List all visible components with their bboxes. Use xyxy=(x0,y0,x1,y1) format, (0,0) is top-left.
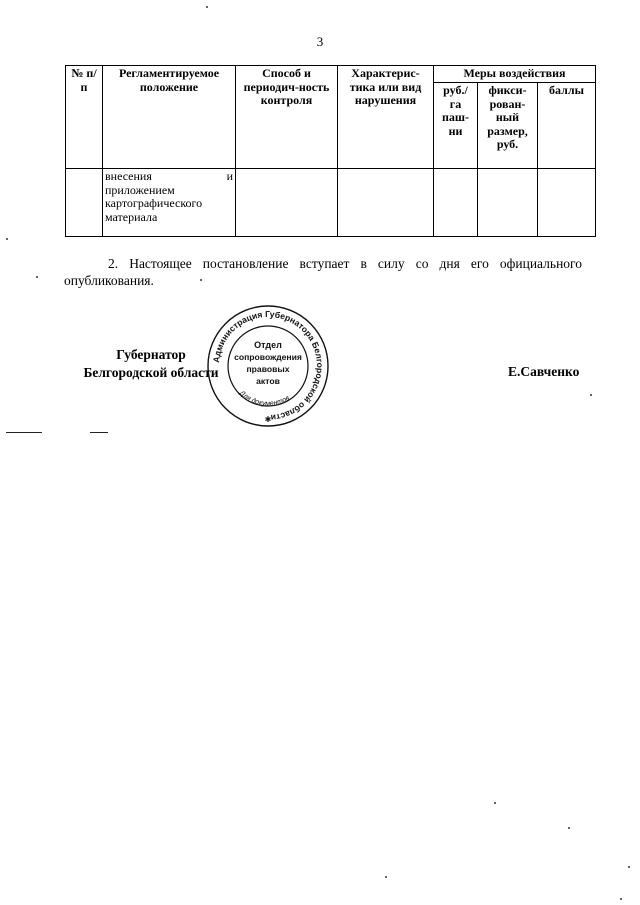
provision-word-a: внесения xyxy=(105,169,152,183)
header-rub-ha: руб./ га паш-ни xyxy=(434,83,478,169)
scan-speck xyxy=(568,827,570,829)
signatory-position xyxy=(76,346,226,382)
provision-word-b: и xyxy=(226,169,233,183)
position-line-2: Белгородской области xyxy=(83,365,219,380)
scan-speck xyxy=(590,394,592,396)
official-seal-stamp xyxy=(206,304,330,428)
stamp-line-2: сопровождения xyxy=(234,352,302,362)
header-num: № п/п xyxy=(66,66,103,169)
cell-fixed xyxy=(478,169,538,237)
scan-speck xyxy=(200,279,202,281)
svg-text:Для документов xyxy=(237,389,291,408)
stamp-star-icon: ✱ xyxy=(264,415,272,424)
header-method: Способ и периодич-ность контроля xyxy=(236,66,338,169)
scan-speck xyxy=(620,898,622,900)
provision-line-2: приложением xyxy=(105,182,175,197)
stamp-outer-text: Администрация Губернатора Белгородской области xyxy=(211,308,326,423)
header-characteristic: Характерис-тика или вид нарушения xyxy=(338,66,434,169)
header-provision: Регламентируемое положение xyxy=(103,66,236,169)
stamp-line-4: актов xyxy=(256,376,280,386)
stamp-line-3: правовых xyxy=(246,364,290,374)
stamp-bottom-text: Для документов xyxy=(237,389,291,408)
scan-speck xyxy=(36,276,38,278)
scan-speck xyxy=(6,238,8,240)
header-fixed: фикси-рован-ный размер, руб. xyxy=(478,83,538,169)
position-line-1: Губернатор xyxy=(116,347,186,362)
header-points: баллы xyxy=(538,83,596,169)
cell-method xyxy=(236,169,338,237)
cell-points xyxy=(538,169,596,237)
provision-line-3: картографического xyxy=(105,196,203,210)
signatory-name: Е.Савченко xyxy=(508,364,580,379)
scan-speck xyxy=(628,866,630,868)
scan-speck xyxy=(385,876,387,878)
cell-rub-ha xyxy=(434,169,478,237)
stamp-line-1: Отдел xyxy=(254,340,282,350)
page-number: 3 xyxy=(316,34,324,49)
provision-line-4: материала xyxy=(105,209,158,224)
scan-speck xyxy=(494,802,496,804)
provision-line-1 xyxy=(105,170,233,184)
scan-speck xyxy=(206,6,208,8)
effective-clause: 2. Настоящее постановление вступает в силу со дня его официального опубликования. xyxy=(64,256,582,288)
scan-artifact-line xyxy=(6,432,42,433)
cell-provision xyxy=(103,169,236,237)
header-measures: Меры воздействия xyxy=(434,66,596,83)
cell-num xyxy=(66,169,103,237)
cell-characteristic xyxy=(338,169,434,237)
regulation-table xyxy=(65,65,596,237)
table-row xyxy=(66,169,596,237)
scan-artifact-line xyxy=(90,432,108,433)
